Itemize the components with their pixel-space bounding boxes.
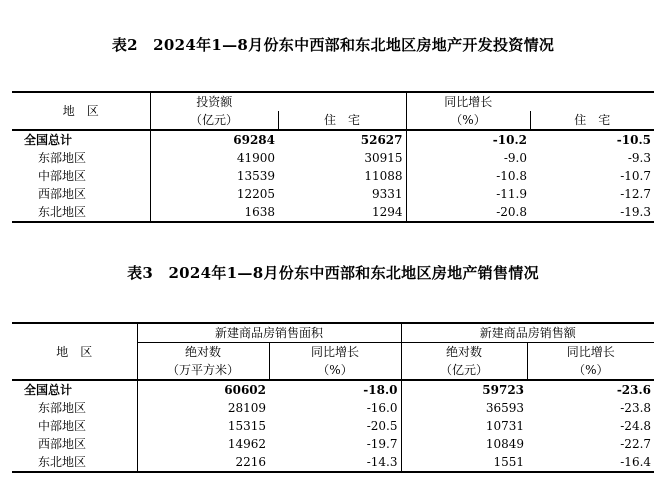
region-cell: 东北地区: [12, 203, 150, 222]
investment-cell: 41900: [236, 151, 275, 165]
region-cell: 全国总计: [12, 130, 150, 149]
residential-cell: 1294: [278, 203, 406, 222]
yoy-cell: -20.8: [406, 203, 530, 222]
table3-header-sales-unit: （亿元）: [401, 361, 527, 380]
sales-yoy-cell: -16.4: [527, 453, 654, 472]
table-row: [12, 203, 654, 222]
residential-cell: 52627: [278, 130, 406, 149]
sales-cell: 10731: [485, 419, 525, 433]
table-row: [12, 185, 654, 203]
region-cell: 西部地区: [12, 435, 137, 453]
yoy-cell: -11.9: [496, 187, 527, 201]
table2-investment: [12, 91, 654, 223]
yoy-residential-cell: -19.3: [530, 203, 654, 222]
sales-yoy-cell: -23.6: [616, 383, 652, 397]
table3-header-absolute2: 绝对数: [446, 345, 483, 359]
yoy-residential-cell: -9.3: [627, 151, 651, 165]
table-row: [12, 453, 654, 472]
table2-header-investment-unit: （亿元）: [150, 111, 278, 130]
table2-header-yoy: 同比增长: [406, 92, 530, 111]
table-row: [12, 417, 654, 435]
area-cell: 15315: [227, 419, 266, 433]
table3-header-yoy-unit2: （%）: [527, 361, 654, 380]
region-cell: 东北地区: [12, 453, 137, 472]
area-cell: 60602: [224, 383, 266, 397]
yoy-residential-cell: -10.5: [616, 133, 651, 147]
region-cell: 中部地区: [12, 417, 137, 435]
yoy-cell: -10.2: [492, 133, 527, 147]
residential-cell: 30915: [278, 149, 406, 167]
sales-cell: 10849: [485, 437, 525, 451]
residential-cell: 11088: [278, 167, 406, 185]
yoy-residential-cell: -10.7: [620, 169, 651, 183]
table2-header-residential: 住 宅: [278, 111, 406, 130]
table-row: [12, 435, 654, 453]
area-yoy-cell: -19.7: [269, 435, 401, 453]
yoy-residential-cell: -12.7: [620, 187, 651, 201]
area-cell: 14962: [227, 437, 266, 451]
table3-sales: [12, 322, 654, 473]
table3-header-yoy-unit: （%）: [269, 361, 401, 380]
area-cell: 28109: [227, 401, 266, 415]
investment-cell: 12205: [236, 187, 275, 201]
table3-header-yoy2: 同比增长: [527, 343, 654, 362]
table2-header-investment: 投资额: [150, 92, 278, 111]
region-cell: 西部地区: [12, 185, 150, 203]
area-cell: 2216: [137, 453, 269, 472]
table3-header-absolute: 绝对数: [184, 345, 221, 359]
table3-header-yoy: 同比增长: [269, 343, 401, 362]
area-yoy-cell: -16.0: [269, 399, 401, 417]
table-row: [12, 380, 654, 399]
region-cell: 东部地区: [12, 149, 150, 167]
table2-header-region: 地 区: [12, 92, 150, 130]
sales-cell: 36593: [485, 401, 525, 415]
sales-yoy-cell: -24.8: [620, 419, 652, 433]
region-cell: 中部地区: [12, 167, 150, 185]
table2-title: 表2 2024年1—8月份东中西部和东北地区房地产开发投资情况: [111, 36, 555, 54]
investment-cell: 69284: [233, 133, 275, 147]
investment-cell: 13539: [236, 169, 275, 183]
sales-yoy-cell: -22.7: [620, 437, 652, 451]
table2-header-yoy-residential: 住 宅: [530, 111, 654, 130]
table3-header-area-unit: （万平方米）: [137, 361, 269, 380]
table3-header-sales-group: 新建商品房销售额: [401, 323, 654, 343]
area-yoy-cell: -20.5: [269, 417, 401, 435]
table-row: [12, 399, 654, 417]
area-yoy-cell: -14.3: [269, 453, 401, 472]
table-row: [12, 167, 654, 185]
table3-title: 表3 2024年1—8月份东中西部和东北地区房地产销售情况: [127, 264, 539, 282]
yoy-cell: -10.8: [496, 169, 527, 183]
sales-cell: 59723: [482, 383, 525, 397]
region-cell: 东部地区: [12, 399, 137, 417]
sales-yoy-cell: -23.8: [620, 401, 652, 415]
area-yoy-cell: -18.0: [269, 380, 401, 399]
region-cell: 全国总计: [12, 380, 137, 399]
sales-cell: 1551: [401, 453, 527, 472]
table3-header-region: 地 区: [12, 323, 137, 380]
residential-cell: 9331: [278, 185, 406, 203]
table-row: [12, 149, 654, 167]
yoy-cell: -9.0: [503, 151, 527, 165]
investment-cell: 1638: [150, 203, 278, 222]
table2-header-yoy-unit: （%）: [406, 111, 530, 130]
table-row: [12, 130, 654, 149]
table3-header-area-group: 新建商品房销售面积: [137, 323, 401, 343]
